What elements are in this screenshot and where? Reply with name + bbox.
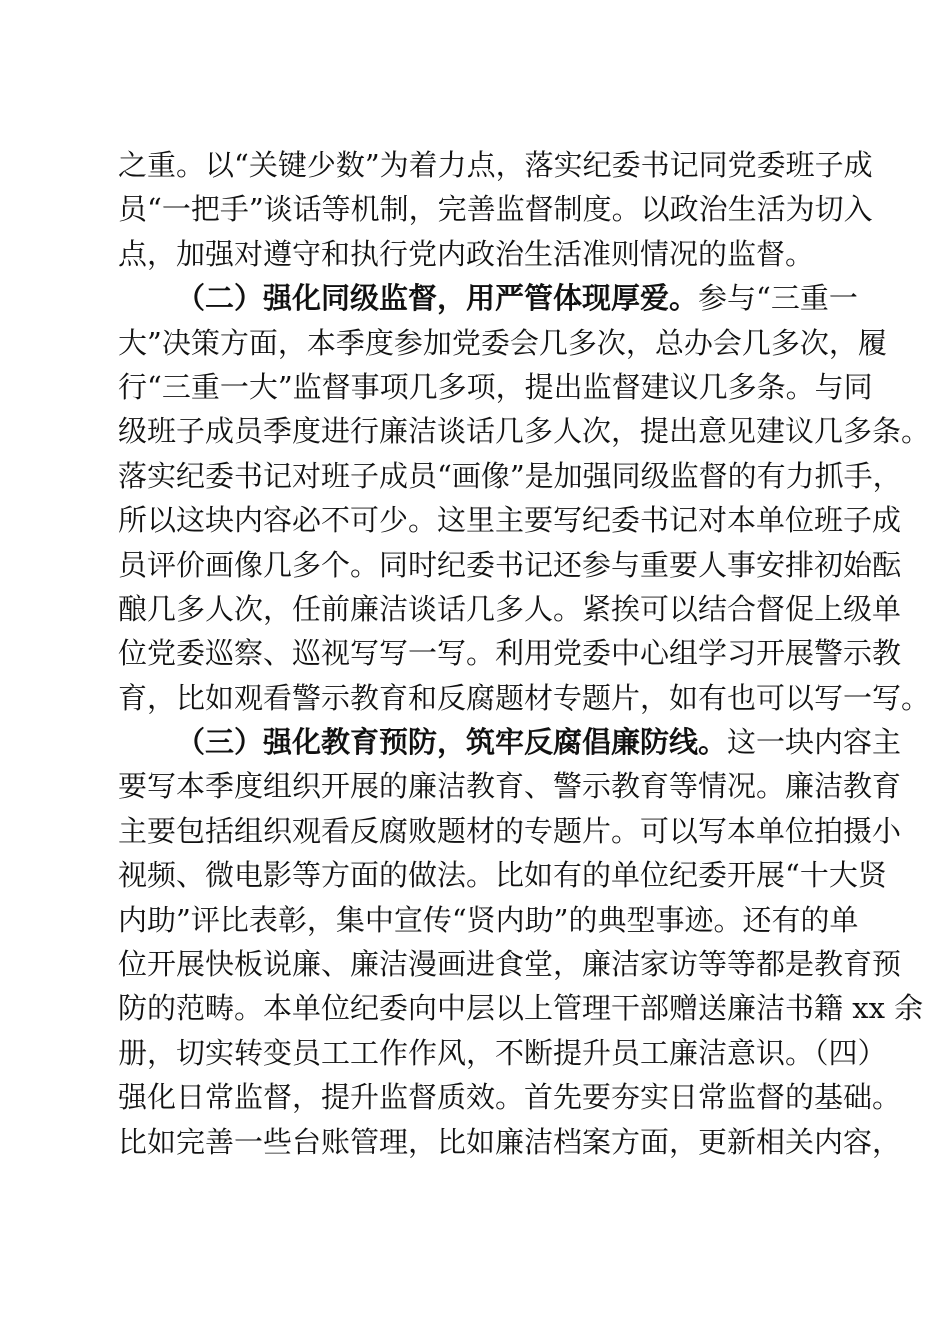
text-line: [118, 409, 931, 453]
line-text: 要写本季度组织开展的廉洁教育、警示教育等情况。廉洁教育: [118, 769, 902, 804]
text-line: [118, 676, 931, 720]
line-text: 这一块内容主: [727, 725, 902, 760]
line-text: 内助”评比表彰，集中宣传“贤内助”的典型事迹。还有的单: [118, 902, 859, 937]
line-text: 册，切实转变员工工作作风，不断提升员工廉洁意识。（四）: [118, 1035, 887, 1070]
section-heading: （二）强化同级监督，用严管体现厚爱。: [176, 281, 699, 316]
text-line: [118, 809, 902, 853]
line-text: 视频、微电影等方面的做法。比如有的单位纪委开展“十大贤: [118, 858, 887, 893]
section-heading-line: [118, 720, 902, 764]
text-line: [118, 321, 887, 365]
text-line: [118, 764, 902, 808]
text-line: [118, 898, 859, 942]
text-line: [118, 1031, 887, 1075]
text-line: [118, 365, 873, 409]
line-text: 参与“三重一: [698, 281, 858, 316]
line-text: 行“三重一大”监督事项几多项，提出监督建议几多条。与同: [118, 369, 873, 404]
line-text: 比如完善一些台账管理，比如廉洁档案方面，更新相关内容，: [118, 1124, 902, 1159]
text-line: [118, 1120, 902, 1164]
text-line: [118, 853, 887, 897]
line-text: 酿几多人次，任前廉洁谈话几多人。紧挨可以结合督促上级单: [118, 591, 902, 626]
text-line: [118, 232, 832, 276]
text-line: [118, 454, 902, 498]
text-line: [118, 143, 873, 187]
section-heading-line: [118, 276, 858, 320]
line-text: 之重。以“关键少数”为着力点，落实纪委书记同党委班子成: [118, 148, 873, 182]
line-text: 防的范畴。本单位纪委向中层以上管理干部赠送廉洁书籍 xx 余: [118, 991, 924, 1026]
text-line: [118, 498, 902, 542]
line-text: 所以这块内容必不可少。这里主要写纪委书记对本单位班子成: [118, 503, 902, 538]
text-line: [118, 543, 902, 587]
text-line: [118, 587, 902, 631]
line-text: 位党委巡察、巡视写写一写。利用党委中心组学习开展警示教: [118, 636, 902, 671]
text-line: [118, 1075, 902, 1119]
line-text: 员“一把手”谈话等机制，完善监督制度。以政治生活为切入: [118, 192, 873, 227]
line-text: 强化日常监督，提升监督质效。首先要夯实日常监督的基础。: [118, 1080, 902, 1115]
line-text: 级班子成员季度进行廉洁谈话几多人次，提出意见建议几多条。: [118, 414, 931, 449]
text-line: [118, 631, 902, 675]
text-line: [118, 942, 902, 986]
text-line: [118, 187, 873, 231]
section-heading: （三）强化教育预防，筑牢反腐倡廉防线。: [176, 725, 728, 760]
line-text: 主要包括组织观看反腐败题材的专题片。可以写本单位拍摄小: [118, 813, 902, 848]
document-page: [118, 143, 931, 1164]
line-text: 位开展快板说廉、廉洁漫画进食堂，廉洁家访等等都是教育预: [118, 947, 902, 982]
line-text: 落实纪委书记对班子成员“画像”是加强同级监督的有力抓手，: [118, 458, 902, 493]
line-text: 大”决策方面，本季度参加党委会几多次，总办会几多次，履: [118, 325, 887, 360]
line-text: 点，加强对遵守和执行党内政治生活准则情况的监督。: [118, 236, 815, 271]
text-line: [118, 986, 924, 1030]
line-text: 员评价画像几多个。同时纪委书记还参与重要人事安排初始酝: [118, 547, 902, 582]
line-text: 育，比如观看警示教育和反腐题材专题片，如有也可以写一写。: [118, 680, 931, 715]
